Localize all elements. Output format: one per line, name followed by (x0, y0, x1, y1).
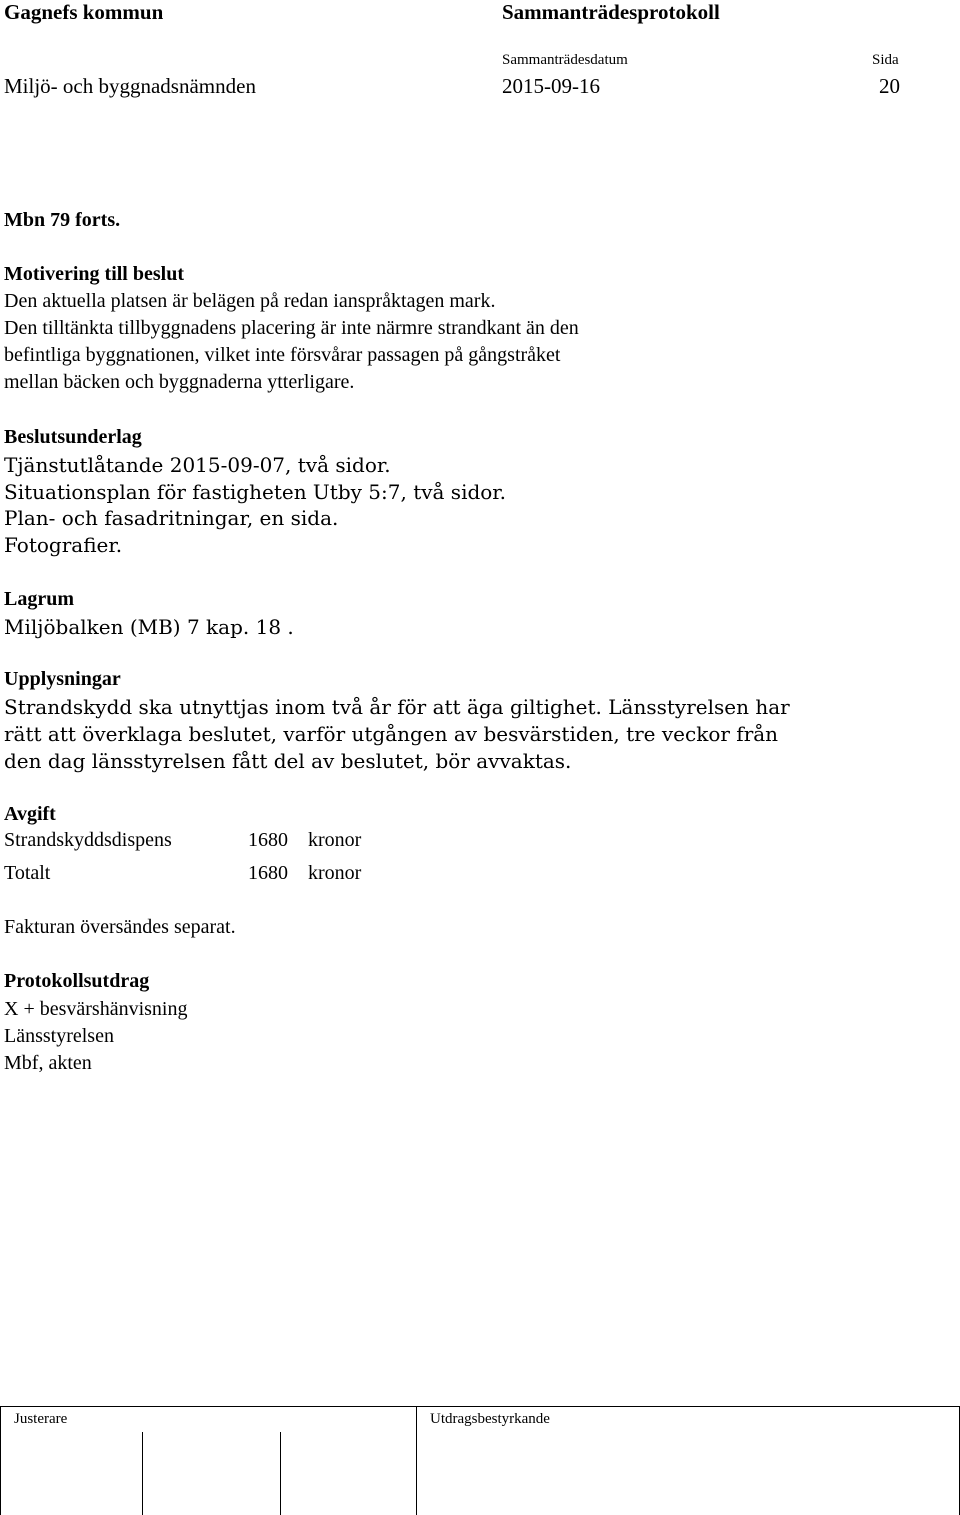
lagrum-line: Miljöbalken (MB) 7 kap. 18 . (4, 615, 294, 639)
beslutsunderlag-item: Fotografier. (4, 532, 123, 557)
fee-total-unit: kronor (308, 862, 362, 884)
upplysningar-line: rätt att överklaga beslutet, varför utgången av besvärstiden, tre veckor från (4, 722, 779, 746)
signature-divider (142, 1432, 143, 1515)
fee-total-amount: 1680 (248, 862, 288, 884)
recipient-line: Länsstyrelsen (4, 1025, 114, 1047)
upplysningar-line: Strandskydd ska utnyttjas inom två år för att äga giltighet. Länsstyrelsen har (4, 695, 790, 719)
protokollsutdrag-title: Protokollsutdrag (4, 970, 150, 992)
motivering-line: Den aktuella platsen är belägen på redan ianspråktagen mark. (4, 290, 496, 312)
recipient-line: X + besvärshänvisning (4, 998, 188, 1020)
upplysningar-title: Upplysningar (4, 668, 121, 690)
page-label: Sida (872, 52, 899, 68)
page-number: 20 (879, 74, 900, 98)
protokollsutdrag-list (4, 996, 187, 1077)
signature-divider (280, 1432, 281, 1515)
document-type: Sammanträdesprotokoll (502, 0, 720, 24)
fee-total-label: Totalt (4, 862, 51, 884)
footer-left-border (0, 1406, 1, 1515)
invoice-note: Fakturan översändes separat. (4, 916, 236, 938)
motivering-line: befintliga byggnationen, vilket inte försvårar passagen på gångstråket (4, 344, 561, 366)
motivering-line: Den tilltänkta tillbyggnadens placering är inte närmre strandkant än den (4, 317, 579, 339)
motivering-line: mellan bäcken och byggnaderna ytterligare. (4, 371, 355, 393)
committee-name: Miljö- och byggnadsnämnden (4, 74, 256, 98)
beslutsunderlag-title: Beslutsunderlag (4, 426, 142, 448)
fee-amount: 1680 (248, 829, 288, 851)
beslutsunderlag-list (4, 452, 506, 558)
utdragsbestyrkande-label: Utdragsbestyrkande (430, 1411, 550, 1427)
meeting-date: 2015-09-16 (502, 74, 600, 98)
upplysningar-line: den dag länsstyrelsen fått del av beslutet, bör avvaktas. (4, 749, 572, 773)
fee-label: Strandskyddsdispens (4, 829, 172, 851)
lagrum-title: Lagrum (4, 588, 74, 610)
fee-unit: kronor (308, 829, 362, 851)
beslutsunderlag-item: Tjänstutlåtande 2015-09-07, två sidor. (4, 453, 391, 477)
avgift-title: Avgift (4, 803, 56, 825)
beslutsunderlag-item: Plan- och fasadritningar, en sida. (4, 506, 339, 530)
municipality-name: Gagnefs kommun (4, 0, 164, 24)
justerare-label: Justerare (14, 1411, 68, 1427)
footer-column-divider (416, 1406, 417, 1515)
footer-top-border (0, 1406, 960, 1407)
date-label: Sammanträdesdatum (502, 52, 628, 68)
paragraph-reference: Mbn 79 forts. (4, 209, 121, 231)
recipient-line: Mbf, akten (4, 1052, 92, 1074)
motivering-title: Motivering till beslut (4, 263, 184, 285)
upplysningar-text (4, 694, 790, 775)
beslutsunderlag-item: Situationsplan för fastigheten Utby 5:7, två sidor. (4, 479, 507, 504)
lagrum-text (4, 614, 294, 641)
motivering-text (4, 288, 579, 396)
